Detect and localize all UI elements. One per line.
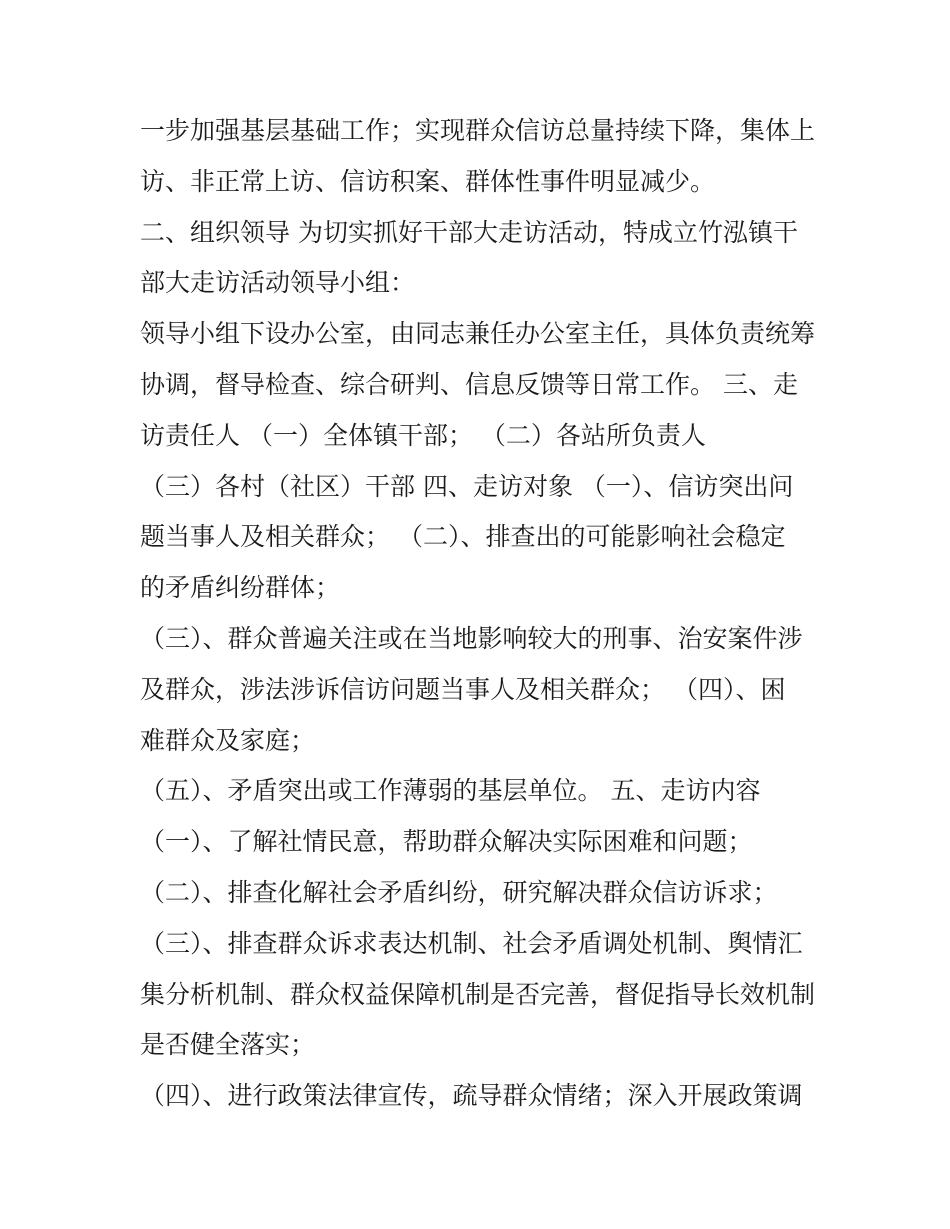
text-line: （一）、了解社情民意，帮助群众解决实际困难和问题；: [140, 827, 753, 857]
document-body: [140, 106, 820, 1122]
text-line: 一步加强基层基础工作；实现群众信访总量持续下降，集体上: [140, 116, 816, 145]
text-line: 及群众，涉法涉诉信访问题当事人及相关群众； （四）、困: [140, 674, 786, 704]
text-line: 部大走访活动领导小组：: [140, 268, 416, 298]
text-line: 访责任人 （一）全体镇干部； （二）各站所负责人: [140, 420, 706, 450]
text-line: 集分析机制、群众权益保障机制是否完善，督促指导长效机制: [140, 979, 816, 1009]
text-line: 协调，督导检查、综合研判、信息反馈等日常工作。 三、走: [140, 369, 798, 399]
text-line: 难群众及家庭；: [140, 725, 316, 755]
text-line: 是否健全落实；: [140, 1030, 316, 1060]
text-line: （三）各村（社区）干部 四、走访对象 （一）、信访突出问: [140, 471, 794, 501]
text-line: （三）、群众普遍关注或在当地影响较大的刑事、治安案件涉: [140, 623, 803, 653]
text-line: （三）、排查群众诉求表达机制、社会矛盾调处机制、舆情汇: [140, 928, 803, 958]
text-line: （二）、排查化解社会矛盾纠纷，研究解决群众信访诉求；: [140, 877, 778, 907]
text-line: 题当事人及相关群众； （二）、排查出的可能影响社会稳定: [140, 522, 786, 552]
text-line: 领导小组下设办公室，由同志兼任办公室主任，具体负责统筹: [140, 319, 816, 349]
text-line: 二、组织领导 为切实抓好干部大走访活动，特成立竹泓镇干: [140, 217, 798, 247]
text-line: （五）、矛盾突出或工作薄弱的基层单位。 五、走访内容: [140, 776, 761, 806]
text-line: 的矛盾纠纷群体；: [140, 573, 341, 603]
text-line: （四）、进行政策法律宣传，疏导群众情绪；深入开展政策调: [140, 1081, 803, 1111]
text-line: 访、非正常上访、信访积案、群体性事件明显减少。: [140, 166, 716, 196]
